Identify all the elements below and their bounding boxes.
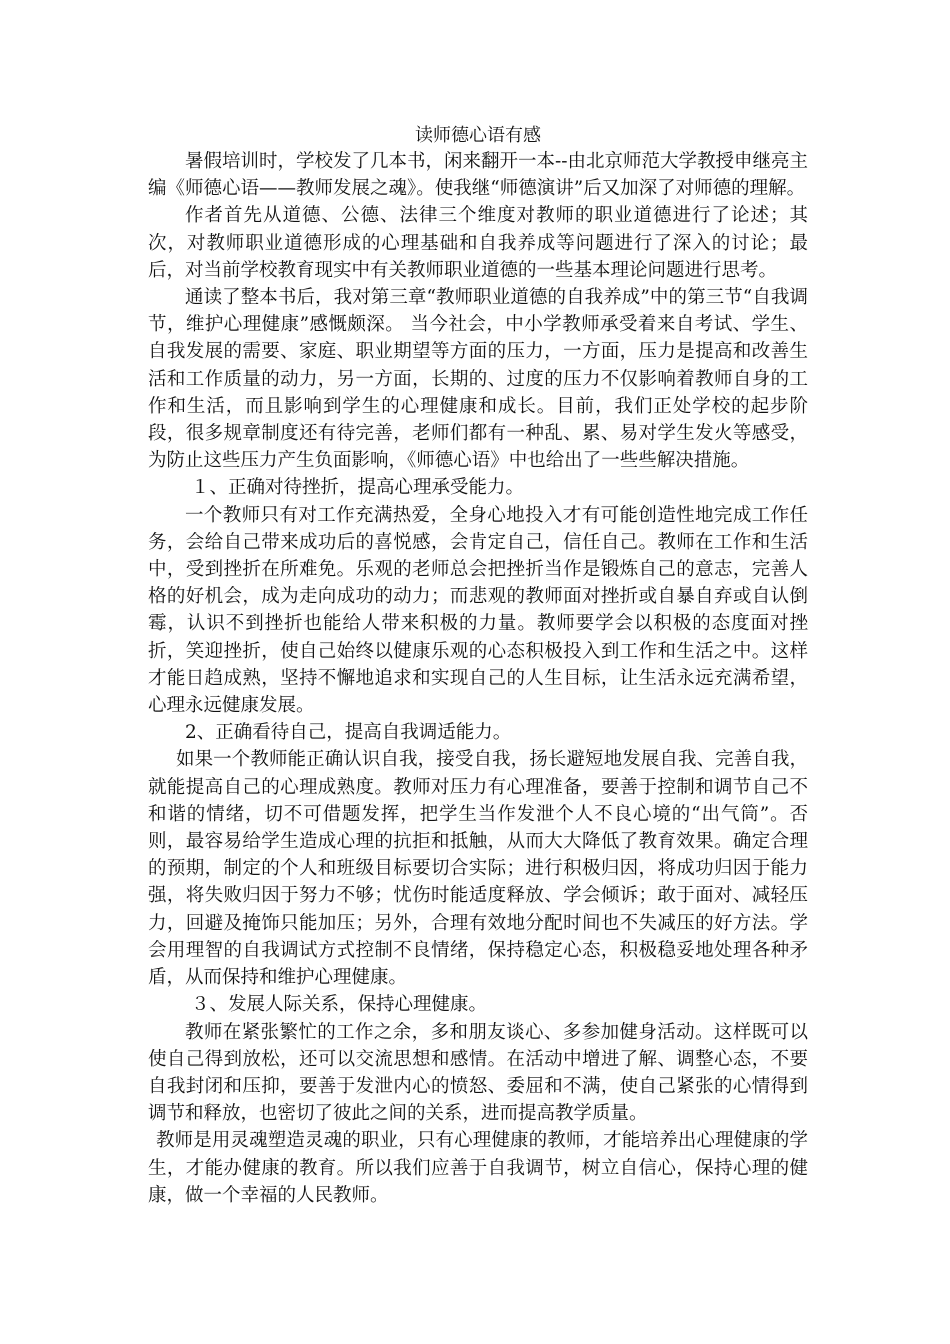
paragraph-point-2: 如果一个教师能正确认识自我，接受自我，扬长避短地发展自我、完善自我，就能提高自己的心理成熟度。教师对压力有心理准备，要善于控制和调节自己不和谐的情绪，切不可借题发挥，把学生当作发泄个人不良心境的“出气筒”。否则，最容易给学生造成心理的抗拒和抵触，从而大大降低了教育效果。确定合理的预期，制定的个人和班级目标要切合实际；进行积极归因，将成功归因于能力强，将失败归因于努力不够；忧伤时能适度释放、学会倾诉；敢于面对、减轻压力，回避及掩饰只能加压；另外，合理有效地分配时间也不失减压的好方法。学会用理智的自我调试方式控制不良情绪，保持稳定心态，积极稳妥地处理各种矛盾，从而保持和维护心理健康。 [148,749,808,989]
heading-point-2: 2、正确看待自己，提高自我调适能力。 [185,722,512,744]
paragraph-author-overview: 作者首先从道德、公德、法律三个维度对教师的职业道德进行了论述；其次，对教师职业道德形成的心理基础和自我养成等问题进行了深入的讨论；最后，对当前学校教育现实中有关教师职业道德的一些基本理论问题进行思考。 [148,205,808,281]
heading-point-1: １、正确对待挫折，提高心理承受能力。 [191,477,525,499]
paragraph-chapter-reflection: 通读了整本书后，我对第三章“教师职业道德的自我养成”中的第三节“自我调节，维护心理健康”感慨颇深。 当今社会，中小学教师承受着来自考试、学生、自我发展的需要、家庭、职业期望等方面的压力，一方面，压力是提高和改善生活和工作质量的动力，另一方面，长期的、过度的压力不仅影响着教师自身的工作和生活，而且影响到学生的心理健康和成长。目前，我们正处学校的起步阶段，很多规章制度还有待完善，老师们都有一种乱、累、易对学生发火等感受，为防止这些压力产生负面影响，《师德心语》中也给出了一些些解决措施。 [148,287,808,472]
paragraph-conclusion: 教师是用灵魂塑造灵魂的职业，只有心理健康的教师，才能培养出心理健康的学生，才能办健康的教育。所以我们应善于自我调节，树立自信心，保持心理的健康，做一个幸福的人民教师。 [148,1130,808,1206]
paragraph-point-1: 一个教师只有对工作充满热爱，全身心地投入才有可能创造性地完成工作任务，会给自己带来成功后的喜悦感，会肯定自己，信任自己。教师在工作和生活中，受到挫折在所难免。乐观的老师总会把挫折当作是锻炼自己的意志，完善人格的好机会，成为走向成功的动力；而悲观的教师面对挫折或自暴自弃或自认倒霉，认识不到挫折也能给人带来积极的力量。教师要学会以积极的态度面对挫折，笑迎挫折，使自己始终以健康乐观的心态积极投入到工作和生活之中。这样才能日趋成熟，坚持不懈地追求和实现自己的人生目标，让生活永远充满希望，心理永远健康发展。 [148,504,808,717]
paragraph-point-3: 教师在紧张繁忙的工作之余，多和朋友谈心、多参加健身活动。这样既可以使自己得到放松，还可以交流思想和感情。在活动中增进了解、调整心态，不要自我封闭和压抑，要善于发泄内心的愤怒、委屈和不满，使自己紧张的心情得到调节和释放，也密切了彼此之间的关系，进而提高教学质量。 [148,1021,808,1125]
heading-point-3: ３、发展人际关系，保持心理健康。 [191,994,488,1016]
paragraph-intro: 暑假培训时，学校发了几本书，闲来翻开一本--由北京师范大学教授申继亮主编《师德心语——教师发展之魂》。使我继“师德演讲”后又加深了对师德的理解。 [148,151,809,200]
document-body [148,122,808,1209]
document-title: 读师德心语有感 [415,125,541,146]
